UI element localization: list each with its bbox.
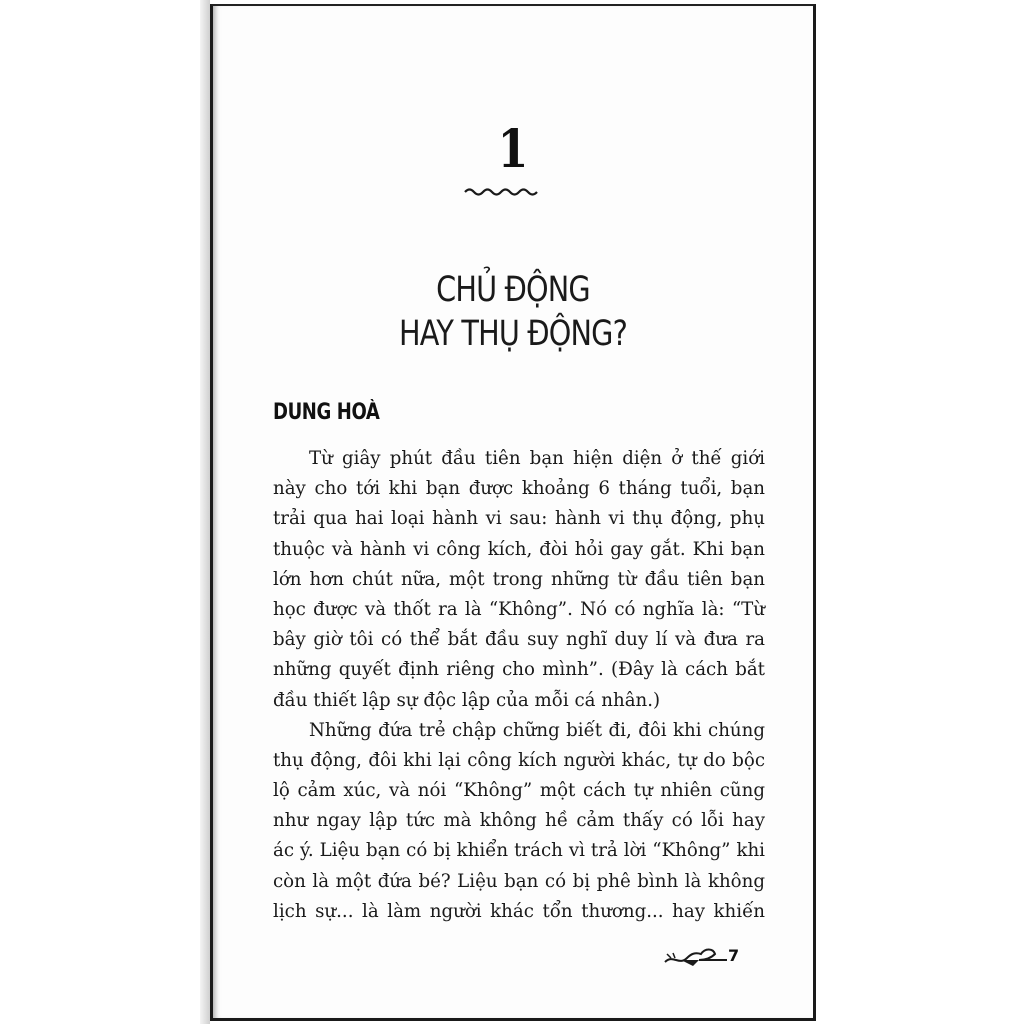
chapter-title-line-2: HAY THỤ ĐỘNG? <box>398 314 627 354</box>
paragraph-2-line-1: Những đứa trẻ chập chững biết đi, đôi khi chúng <box>309 719 765 741</box>
paragraph-2-line-6: còn là một đứa bé? Liệu bạn có bị phê bình là không <box>273 870 765 892</box>
wave-divider-icon <box>463 186 539 198</box>
paragraph-1-line-4: thuộc và hành vi công kích, đòi hỏi gay gắt. Khi bạn <box>273 538 765 560</box>
book-page <box>210 4 816 1021</box>
chapter-title <box>213 268 813 356</box>
paragraph-1-line-9: đầu thiết lập sự độc lập của mỗi cá nhân.) <box>273 689 661 711</box>
paragraph-1-line-5: lớn hơn chút nữa, một trong những từ đầu tiên bạn <box>273 568 765 590</box>
paragraph-2-line-3: lộ cảm xúc, và nói “Không” một cách tự nhiên cũng <box>273 780 765 802</box>
paragraph-2-line-7: lịch sự... là làm người khác tổn thương... hay khiến <box>273 900 765 922</box>
page-binding-edge <box>200 0 210 1024</box>
chapter-number: 1 <box>497 119 529 180</box>
chapter-title-line-1: CHỦ ĐỘNG <box>436 270 590 310</box>
paragraph-2-line-2: thụ động, đôi khi lại công kích người khác, tự do bộc <box>273 749 765 771</box>
bird-flourish-icon <box>663 944 729 970</box>
paragraph-2-line-5: ác ý. Liệu bạn có bị khiển trách vì trả lời “Không” khi <box>273 840 765 862</box>
paragraph-1-line-2: này cho tới khi bạn được khoảng 6 tháng tuổi, bạn <box>273 478 765 500</box>
paragraph-1-line-6: học được và thốt ra là “Không”. Nó có nghĩa là: “Từ <box>273 598 765 620</box>
page-number: 7 <box>728 946 740 965</box>
paragraph-1-line-3: trải qua hai loại hành vi sau: hành vi thụ động, phụ <box>273 508 765 530</box>
paragraph-1-line-7: bây giờ tôi có thể bắt đầu suy nghĩ duy lí và đưa ra <box>273 629 765 651</box>
paragraph-1-line-8: những quyết định riêng cho mình”. (Đây là cách bắt <box>273 659 765 681</box>
body-text <box>273 444 765 927</box>
paragraph-2-line-4: như ngay lập tức mà không hề cảm thấy có lỗi hay <box>273 810 765 832</box>
section-heading: DUNG HOÀ <box>273 400 380 425</box>
paragraph-1-line-1: Từ giây phút đầu tiên bạn hiện diện ở thế giới <box>309 448 765 469</box>
